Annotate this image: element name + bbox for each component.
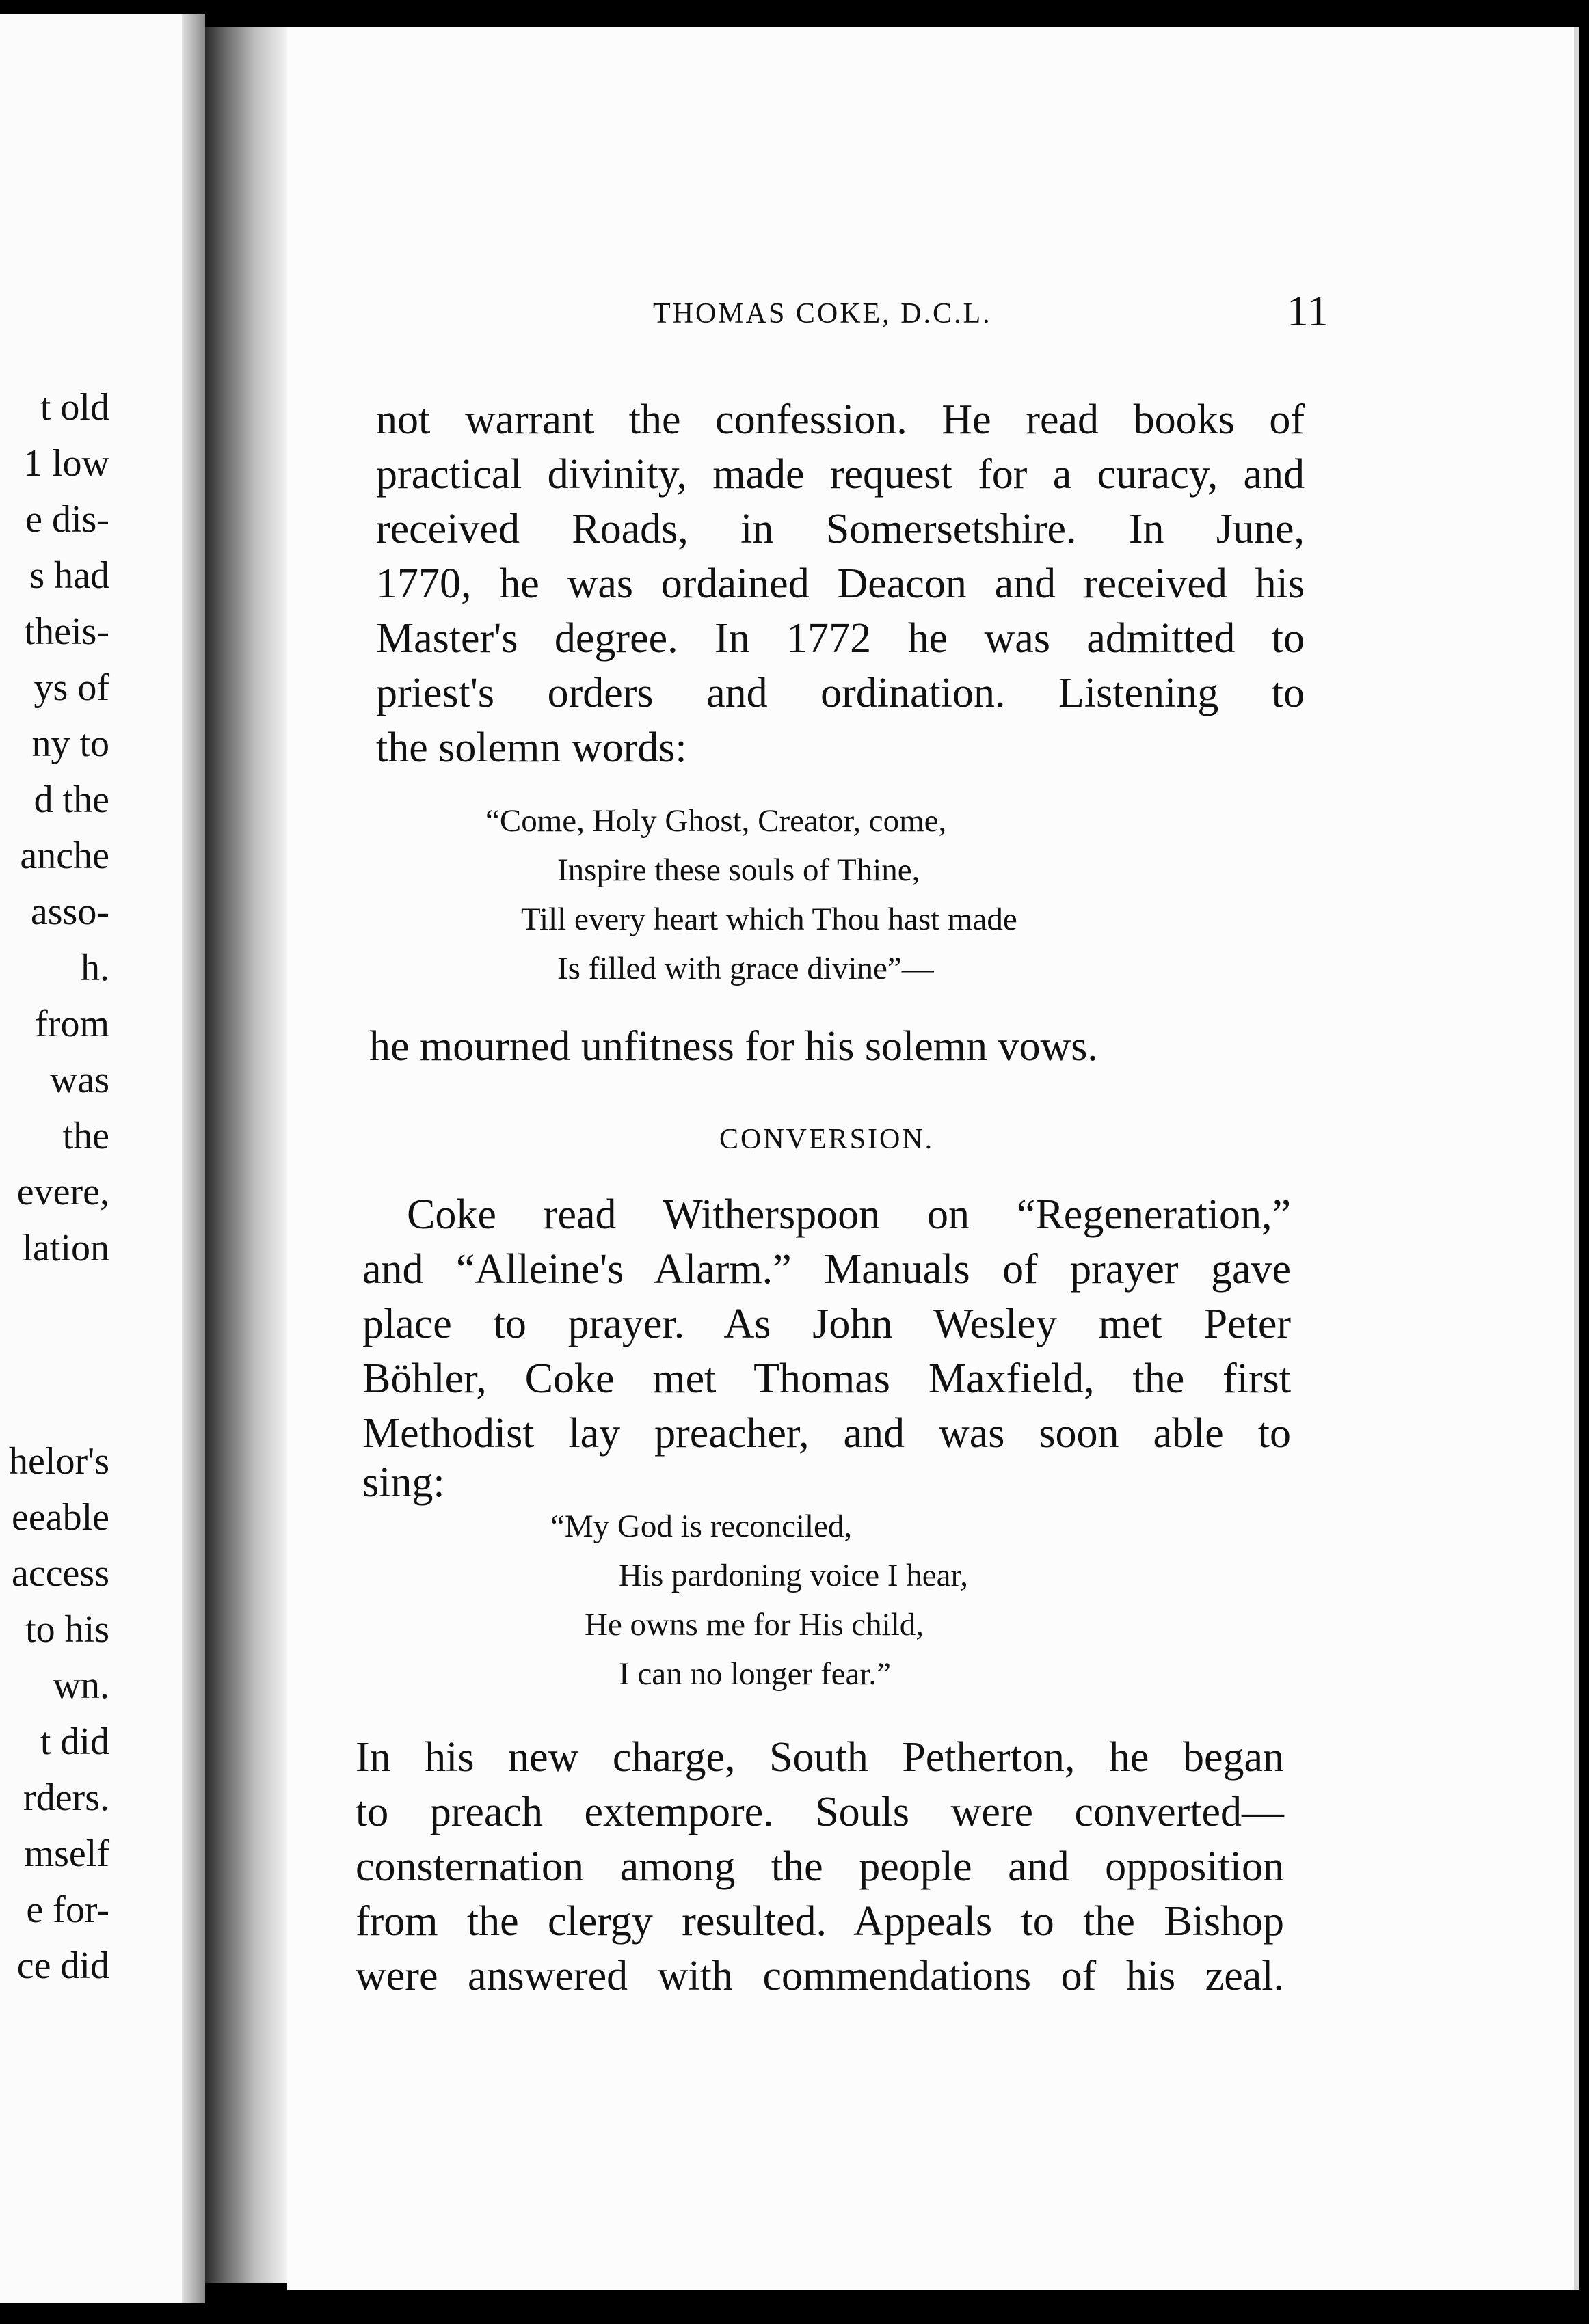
left-page-line: 1 low <box>23 442 109 485</box>
book-gutter-shadow <box>205 27 287 2283</box>
paragraph-line: and “Alleine's Alarm.” Manuals of prayer gave <box>362 1246 1291 1293</box>
left-page-line: t did <box>40 1720 109 1763</box>
left-page-line: helor's <box>9 1440 109 1483</box>
left-page-line: was <box>49 1059 109 1101</box>
paragraph-line: he mourned unfitness for his solemn vows. <box>369 1023 1098 1070</box>
verse-line: Inspire these souls of Thine, <box>557 852 920 888</box>
page-number: 11 <box>1287 286 1329 335</box>
paragraph-line: priest's orders and ordination. Listening to <box>376 670 1305 716</box>
paragraph-line: the solemn words: <box>376 725 687 771</box>
left-page-line: t old <box>40 386 109 429</box>
left-page-line: to his <box>25 1608 109 1651</box>
left-page-line: access <box>11 1552 109 1595</box>
paragraph-line: were answered with commendations of his zeal. <box>356 1953 1284 1999</box>
paragraph-line: place to prayer. As John Wesley met Peter <box>362 1301 1291 1347</box>
left-page-line: asso- <box>30 891 109 933</box>
right-page-edge <box>1574 27 1579 2290</box>
verse-line: I can no longer fear.” <box>619 1656 891 1692</box>
left-page-line: ny to <box>31 722 109 765</box>
left-page-line: e dis- <box>25 498 109 541</box>
left-page-line: ys of <box>34 666 109 709</box>
verse-line: He owns me for His child, <box>585 1607 924 1643</box>
left-page-line: theis- <box>24 610 109 653</box>
left-page-line: anche <box>20 835 109 877</box>
left-page-line: s had <box>29 554 109 597</box>
verse-line: Is filled with grace divine”— <box>557 951 934 986</box>
paragraph-line: to preach extempore. Souls were converted— <box>356 1789 1284 1835</box>
paragraph-line: In his new charge, South Petherton, he began <box>356 1734 1284 1781</box>
paragraph-line: practical divinity, made request for a curacy, and <box>376 451 1305 498</box>
running-head: THOMAS COKE, D.C.L. <box>653 298 992 329</box>
verse-line: “My God is reconciled, <box>550 1509 853 1544</box>
paragraph-line: Böhler, Coke met Thomas Maxfield, the first <box>362 1355 1291 1402</box>
left-page-line: rders. <box>23 1776 109 1819</box>
left-page-line: from <box>35 1003 109 1045</box>
paragraph-line: sing: <box>362 1459 445 1506</box>
left-page-line: d the <box>34 779 109 821</box>
verse-line: His pardoning voice I hear, <box>619 1558 969 1593</box>
left-page-line: lation <box>22 1227 109 1269</box>
left-page-line: evere, <box>16 1171 109 1213</box>
paragraph-line: Coke read Witherspoon on “Regeneration,” <box>407 1191 1291 1238</box>
verse-line: “Come, Holy Ghost, Creator, come, <box>485 803 947 839</box>
right-page <box>287 27 1579 2290</box>
paragraph-line: received Roads, in Somersetshire. In June, <box>376 506 1305 552</box>
left-page-line: h. <box>81 947 109 989</box>
paragraph-line: Methodist lay preacher, and was soon able to <box>362 1410 1291 1457</box>
paragraph-line: consternation among the people and opposition <box>356 1843 1284 1890</box>
paragraph-line: from the clergy resulted. Appeals to the Bishop <box>356 1898 1284 1945</box>
verse-line: Till every heart which Thou hast made <box>521 902 1017 937</box>
paragraph-line: Master's degree. In 1772 he was admitted to <box>376 615 1305 662</box>
left-page-line: wn. <box>53 1664 109 1707</box>
left-page-line: mself <box>24 1833 109 1875</box>
left-page-line: the <box>62 1115 109 1157</box>
left-page-line: ce did <box>16 1945 109 1987</box>
left-page <box>0 14 205 2303</box>
paragraph-line: 1770, he was ordained Deacon and received his <box>376 560 1305 607</box>
left-page-edge <box>182 14 205 2303</box>
left-page-line: e for- <box>26 1889 109 1931</box>
left-page-line: eeable <box>12 1496 109 1539</box>
paragraph-line: not warrant the confession. He read books of <box>376 396 1305 443</box>
section-heading: CONVERSION. <box>719 1124 935 1155</box>
